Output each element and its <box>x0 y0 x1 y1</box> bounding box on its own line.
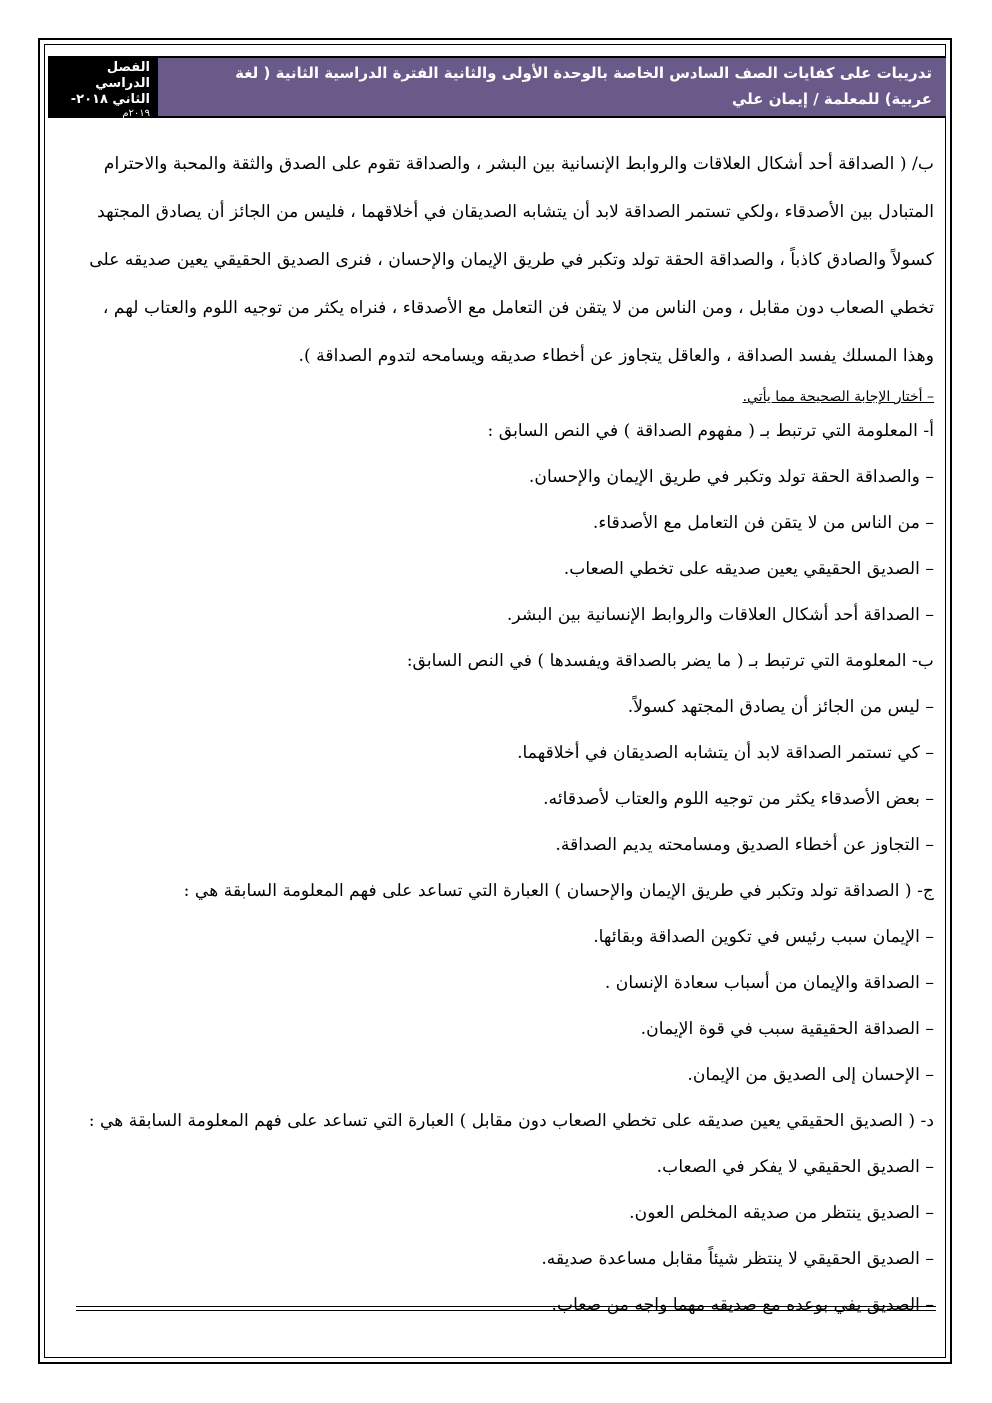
passage-line: ب/ ( الصداقة أحد أشكال العلاقات والروابط الإنسانية بين البشر ، والصداقة تقوم على الصدق والثقة والمحبة والاحترام <box>103 154 934 174</box>
title-line-1: تدريبات على كفايات الصف السادس الخاصة بالوحدة الأولى والثانية الفترة الدراسية الثانية ( لغة <box>235 64 932 82</box>
term-box <box>48 56 158 118</box>
term-line-3: ٢٠١٩م <box>122 108 150 119</box>
passage <box>80 140 934 380</box>
term-line-1: الفصل الدراسي <box>95 60 150 91</box>
passage-line: وهذا المسلك يفسد الصداقة ، والعاقل يتجاوز عن أخطاء صديقه ويسامحه لتدوم الصداقة ). <box>298 346 934 366</box>
question-stem: ب- المعلومة التي ترتبط بـ ( ما يضر بالصداقة ويفسدها ) في النص السابق: <box>406 651 934 671</box>
answer-option: – الإحسان إلى الصديق من الإيمان. <box>687 1065 934 1085</box>
answer-option: – الصديق يفي بوعده مع صديقه مهما واجه من صعاب. <box>551 1295 934 1315</box>
title-line-2: عربية) للمعلمة / إيمان علي <box>731 90 932 108</box>
passage-line: المتبادل بين الأصدقاء ،ولكي تستمر الصداقة لابد أن يتشابه الصديقان في أخلاقهما ، فليس من الجائز أن يصادق المجتهد <box>97 202 934 222</box>
question-stem: ج- ( الصداقة تولد وتكبر في طريق الإيمان والإحسان ) العبارة التي تساعد على فهم المعلومة السابقة هي : <box>183 881 934 901</box>
instruction: – أختار الإجابة الصحيحة مما يأتي. <box>742 389 934 405</box>
answer-option: – ليس من الجائز أن يصادق المجتهد كسولاً. <box>627 697 934 717</box>
worksheet-body <box>80 140 934 1328</box>
bottom-separator <box>76 1306 936 1311</box>
question-stem: أ- المعلومة التي ترتبط بـ ( مفهوم الصداقة ) في النص السابق : <box>487 421 934 441</box>
answer-option: – الصديق ينتظر من صديقه المخلص العون. <box>629 1203 934 1223</box>
answer-option: – من الناس من لا يتقن فن التعامل مع الأصدقاء. <box>592 513 934 533</box>
passage-line: تخطي الصعاب دون مقابل ، ومن الناس من لا يتقن فن التعامل مع الأصدقاء ، فنراه يكثر من توجيه اللوم والعتاب لهم ، <box>102 298 934 318</box>
answer-option: – الصديق الحقيقي لا ينتظر شيئاً مقابل مساعدة صديقه. <box>541 1249 934 1269</box>
question-stem: د- ( الصديق الحقيقي يعين صديقه على تخطي الصعاب دون مقابل ) العبارة التي تساعد على فهم المعلومة السابقة هي : <box>88 1111 934 1131</box>
page-title <box>170 60 932 112</box>
term-line-2: الثاني ٢٠١٨- <box>70 92 150 107</box>
answer-option: – الصديق الحقيقي لا يفكر في الصعاب. <box>656 1157 934 1177</box>
answer-option: – الإيمان سبب رئيس في تكوين الصداقة وبقائها. <box>593 927 934 947</box>
passage-line: كسولاً والصادق كاذباً ، والصداقة الحقة تولد وتكبر في طريق الإيمان والإحسان ، فنرى الصديق الحقيقي يعين صديقه على <box>89 250 934 270</box>
answer-option: – والصداقة الحقة تولد وتكبر في طريق الإيمان والإحسان. <box>528 467 934 487</box>
answer-option: – الصديق الحقيقي يعين صديقه على تخطي الصعاب. <box>563 559 934 579</box>
answer-option: – التجاوز عن أخطاء الصديق ومسامحته يديم الصداقة. <box>555 835 934 855</box>
answer-option: – كي تستمر الصداقة لابد أن يتشابه الصديقان في أخلاقهما. <box>517 743 934 763</box>
answer-option: – بعض الأصدقاء يكثر من توجيه اللوم والعتاب لأصدقائه. <box>543 789 934 809</box>
answer-option: – الصداقة أحد أشكال العلاقات والروابط الإنسانية بين البشر. <box>506 605 934 625</box>
answer-option: – الصداقة الحقيقية سبب في قوة الإيمان. <box>640 1019 934 1039</box>
answer-option: – الصداقة والإيمان من أسباب سعادة الإنسان . <box>604 973 934 993</box>
